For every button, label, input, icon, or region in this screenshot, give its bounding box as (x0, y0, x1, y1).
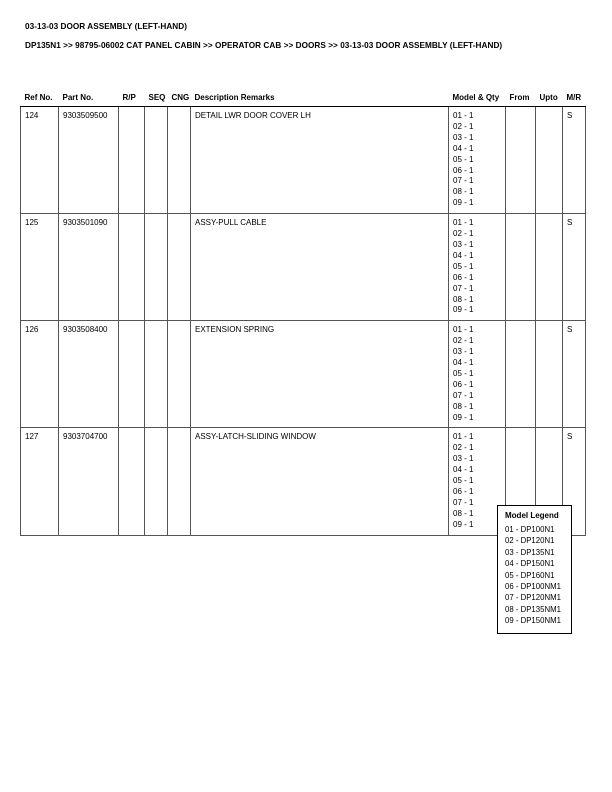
cell-mr: S (563, 321, 586, 428)
model-qty-line: 03 - 1 (453, 132, 474, 142)
cell-description (191, 321, 449, 428)
cell-part-no: 9303508400 (59, 321, 119, 428)
cell-cng (168, 428, 191, 535)
model-qty-line: 09 - 1 (453, 519, 474, 529)
cell-cng (168, 107, 191, 214)
cell-cng (168, 321, 191, 428)
model-qty-line: 08 - 1 (453, 294, 474, 304)
model-legend-item: 08 - DP135NM1 (505, 604, 561, 614)
cell-part-no: 9303509500 (59, 107, 119, 214)
page-title: 03-13-03 DOOR ASSEMBLY (LEFT-HAND) (25, 22, 187, 31)
description-text: ASSY-PULL CABLE (195, 218, 267, 228)
cell-ref-no: 124 (21, 107, 59, 214)
model-qty-line: 05 - 1 (453, 476, 474, 486)
model-qty-line: 02 - 1 (453, 121, 474, 131)
model-qty-line: 07 - 1 (453, 497, 474, 507)
model-legend-item: 07 - DP120NM1 (505, 593, 561, 603)
cell-seq (145, 214, 168, 321)
model-qty-line: 05 - 1 (453, 261, 474, 271)
column-header-from: From (506, 84, 536, 107)
model-legend-items (505, 524, 565, 627)
description-text: ASSY-LATCH-SLIDING WINDOW (195, 432, 316, 442)
model-legend-item: 05 - DP160N1 (505, 570, 555, 580)
model-qty-line: 06 - 1 (453, 272, 474, 282)
model-qty-line: 04 - 1 (453, 358, 474, 368)
cell-upto (536, 214, 563, 321)
column-header-rp: R/P (119, 84, 145, 107)
model-legend-item: 09 - DP150NM1 (505, 616, 561, 626)
model-qty-line: 04 - 1 (453, 465, 474, 475)
cell-ref-no: 125 (21, 214, 59, 321)
cell-upto (536, 321, 563, 428)
cell-rp (119, 428, 145, 535)
model-legend-item: 01 - DP100N1 (505, 525, 555, 534)
model-qty-line: 04 - 1 (453, 250, 474, 260)
model-legend-item: 06 - DP100NM1 (505, 582, 561, 592)
table-body (21, 107, 586, 536)
model-qty-line: 02 - 1 (453, 443, 474, 453)
model-qty-line: 01 - 1 (453, 325, 474, 335)
column-header-description: Description Remarks (191, 84, 449, 107)
model-qty-line: 02 - 1 (453, 229, 474, 239)
parts-table-container (20, 84, 585, 536)
model-qty-line: 04 - 1 (453, 143, 474, 153)
model-legend-item: 02 - DP120N1 (505, 536, 555, 546)
cell-rp (119, 107, 145, 214)
table-row[interactable] (21, 107, 586, 214)
column-header-upto: Upto (536, 84, 563, 107)
table-row[interactable] (21, 321, 586, 428)
model-qty-line: 03 - 1 (453, 454, 474, 464)
model-qty-line: 08 - 1 (453, 187, 474, 197)
column-header-mr: M/R (563, 84, 586, 107)
cell-model-qty (449, 214, 506, 321)
cell-cng (168, 214, 191, 321)
model-legend-item: 04 - DP150N1 (505, 559, 555, 569)
cell-mr: S (563, 214, 586, 321)
cell-mr: S (563, 107, 586, 214)
model-qty-line: 07 - 1 (453, 390, 474, 400)
cell-description (191, 214, 449, 321)
column-header-cng: CNG (168, 84, 191, 107)
model-qty-line: 05 - 1 (453, 368, 474, 378)
model-qty-line: 01 - 1 (453, 432, 474, 442)
cell-rp (119, 321, 145, 428)
cell-description (191, 107, 449, 214)
model-legend-item: 03 - DP135N1 (505, 547, 555, 557)
cell-rp (119, 214, 145, 321)
model-qty-line: 02 - 1 (453, 336, 474, 346)
model-qty-line: 01 - 1 (453, 111, 474, 120)
cell-from (506, 107, 536, 214)
model-qty-line: 08 - 1 (453, 508, 474, 518)
model-legend-box (497, 505, 572, 634)
model-qty-line: 03 - 1 (453, 239, 474, 249)
table-row[interactable] (21, 214, 586, 321)
model-qty-line: 09 - 1 (453, 305, 474, 315)
model-qty-line: 08 - 1 (453, 401, 474, 411)
cell-from (506, 214, 536, 321)
table-header (21, 84, 586, 107)
model-qty-line: 05 - 1 (453, 154, 474, 164)
model-qty-line: 06 - 1 (453, 487, 474, 496)
model-qty-line: 06 - 1 (453, 165, 474, 175)
column-header-part-no: Part No. (59, 84, 119, 107)
model-qty-line: 07 - 1 (453, 176, 474, 186)
breadcrumb: DP135N1 >> 98795-06002 CAT PANEL CABIN >> OPERATOR CAB >> DOORS >> 03-13-03 DOOR ASSEMBLY (LEFT-HAND) (25, 41, 503, 50)
model-qty-line: 07 - 1 (453, 283, 474, 293)
model-qty-line: 03 - 1 (453, 347, 474, 357)
description-text: EXTENSION SPRING (195, 325, 275, 335)
model-qty-line: 09 - 1 (453, 412, 474, 422)
cell-model-qty (449, 321, 506, 428)
cell-model-qty (449, 107, 506, 214)
cell-seq (145, 321, 168, 428)
description-text: DETAIL LWR DOOR COVER LH (195, 111, 311, 120)
cell-part-no: 9303704700 (59, 428, 119, 535)
cell-description (191, 428, 449, 535)
cell-upto (536, 107, 563, 214)
cell-ref-no: 127 (21, 428, 59, 535)
cell-ref-no: 126 (21, 321, 59, 428)
cell-seq (145, 107, 168, 214)
column-header-ref-no: Ref No. (21, 84, 59, 107)
column-header-model-qty: Model & Qty (449, 84, 506, 107)
parts-table (20, 84, 586, 536)
cell-mr: S (563, 428, 586, 535)
model-qty-line: 09 - 1 (453, 198, 474, 208)
model-qty-line: 06 - 1 (453, 379, 474, 389)
model-qty-line: 01 - 1 (453, 218, 474, 228)
cell-part-no: 9303501090 (59, 214, 119, 321)
cell-seq (145, 428, 168, 535)
model-legend-title: Model Legend (505, 511, 559, 520)
column-header-seq: SEQ (145, 84, 168, 107)
cell-from (506, 321, 536, 428)
